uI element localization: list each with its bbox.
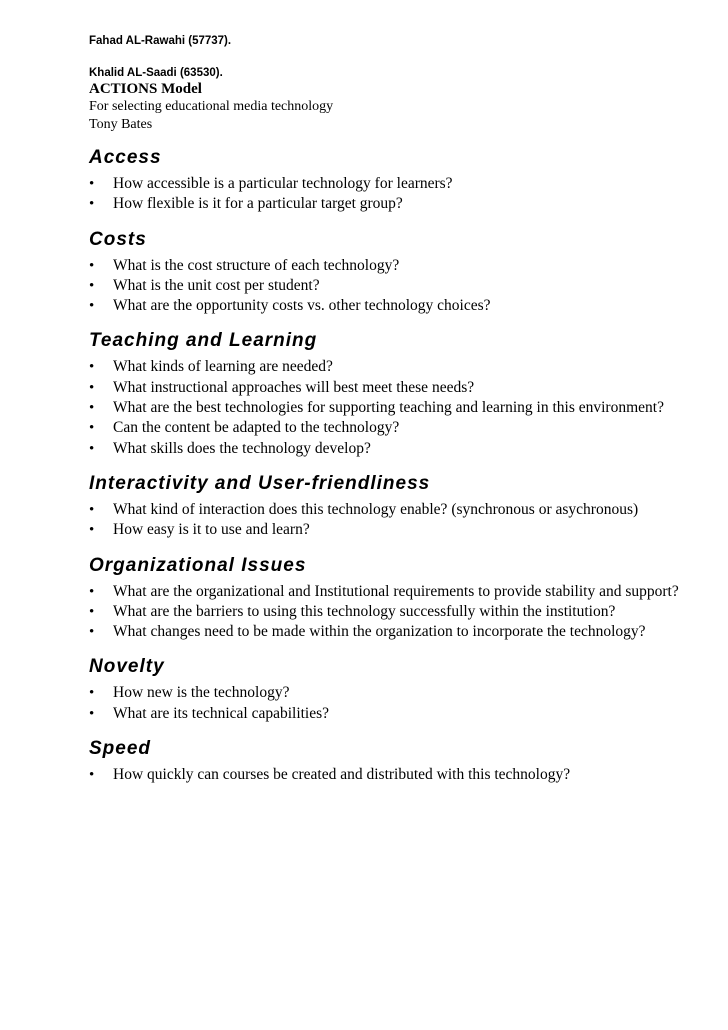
list-item — [89, 174, 689, 194]
bullet-icon: • — [89, 379, 95, 396]
list-item-text: What are the best technologies for supporting teaching and learning in this environment? — [113, 399, 664, 417]
bullet-icon: • — [89, 277, 95, 294]
list-item-text: What kind of interaction does this technology enable? (synchronous or asychronous) — [113, 500, 639, 518]
bullet-icon: • — [89, 501, 95, 518]
bullet-icon: • — [89, 176, 95, 192]
list-item — [89, 622, 689, 642]
list-item — [89, 582, 689, 602]
author-line: Fahad AL-Rawahi (57737). — [89, 35, 232, 47]
section — [89, 329, 689, 458]
list-item — [89, 378, 689, 398]
list-item — [89, 439, 689, 459]
bullet-icon: • — [89, 603, 95, 620]
bullet-icon: • — [89, 196, 95, 213]
section — [89, 737, 689, 785]
list-item-text: What are its technical capabilities? — [113, 704, 330, 722]
list-item-text: How easy is it to use and learn? — [113, 521, 310, 539]
list-item-text: What instructional approaches will best meet these needs? — [113, 378, 475, 396]
list-item-text: How quickly can courses be created and distributed with this technology? — [113, 766, 571, 784]
list-item-text: How new is the technology? — [113, 684, 290, 702]
question-list — [89, 765, 689, 785]
list-item — [89, 398, 689, 418]
question-list — [89, 500, 689, 541]
list-item — [89, 602, 689, 622]
section-heading: Costs — [89, 228, 147, 250]
list-item-text: What is the unit cost per student? — [113, 276, 320, 294]
bullet-icon: • — [89, 440, 95, 457]
bullet-icon: • — [89, 359, 95, 376]
section-heading: Speed — [89, 738, 152, 760]
list-item-text: What are the organizational and Institutional requirements to provide stability and support? — [113, 582, 679, 600]
bullet-icon: • — [89, 767, 95, 784]
list-item — [89, 276, 689, 296]
document-byline: Tony Bates — [89, 116, 153, 132]
bullet-icon: • — [89, 400, 95, 417]
bullet-icon: • — [89, 583, 95, 600]
question-list — [89, 582, 689, 643]
section — [89, 554, 689, 643]
question-list — [89, 357, 689, 458]
document-page — [89, 34, 689, 785]
question-list — [89, 683, 689, 724]
bullet-icon: • — [89, 522, 95, 539]
list-item-text: What is the cost structure of each technology? — [113, 256, 400, 274]
list-item-text: What changes need to be made within the organization to incorporate the technology? — [113, 623, 646, 641]
bullet-icon: • — [89, 685, 95, 702]
bullet-icon: • — [89, 420, 95, 437]
list-item — [89, 704, 689, 724]
question-list — [89, 174, 689, 215]
list-item-text: How accessible is a particular technology for learners? — [113, 175, 453, 192]
list-item — [89, 256, 689, 276]
section — [89, 228, 689, 317]
question-list — [89, 256, 689, 317]
list-item-text: What skills does the technology develop? — [113, 439, 371, 457]
bullet-icon: • — [89, 298, 95, 315]
section — [89, 655, 689, 724]
section-heading: Access — [89, 147, 162, 168]
list-item — [89, 194, 689, 214]
bullet-icon: • — [89, 624, 95, 641]
list-item-text: What kinds of learning are needed? — [113, 358, 333, 376]
list-item — [89, 683, 689, 703]
sections-container — [89, 146, 689, 785]
list-item — [89, 418, 689, 438]
section-heading: Organizational Issues — [89, 554, 307, 576]
author-line: Khalid AL-Saadi (63530). — [89, 67, 223, 79]
bullet-icon: • — [89, 257, 95, 274]
list-item — [89, 520, 689, 540]
section — [89, 146, 689, 215]
document-subtitle: For selecting educational media technology — [89, 99, 334, 114]
section-heading: Interactivity and User-friendliness — [89, 472, 431, 494]
list-item — [89, 357, 689, 377]
document-title: ACTIONS Model — [89, 81, 202, 97]
list-item-text: What are the opportunity costs vs. other technology choices? — [113, 297, 491, 315]
list-item — [89, 296, 689, 316]
list-item-text: How flexible is it for a particular target group? — [113, 195, 403, 213]
section — [89, 472, 689, 541]
list-item — [89, 500, 689, 520]
list-item — [89, 765, 689, 785]
list-item-text: Can the content be adapted to the technology? — [113, 419, 400, 437]
list-item-text: What are the barriers to using this technology successfully within the institution? — [113, 602, 616, 620]
bullet-icon: • — [89, 705, 95, 722]
section-heading: Novelty — [89, 656, 165, 678]
section-heading: Teaching and Learning — [89, 330, 318, 352]
